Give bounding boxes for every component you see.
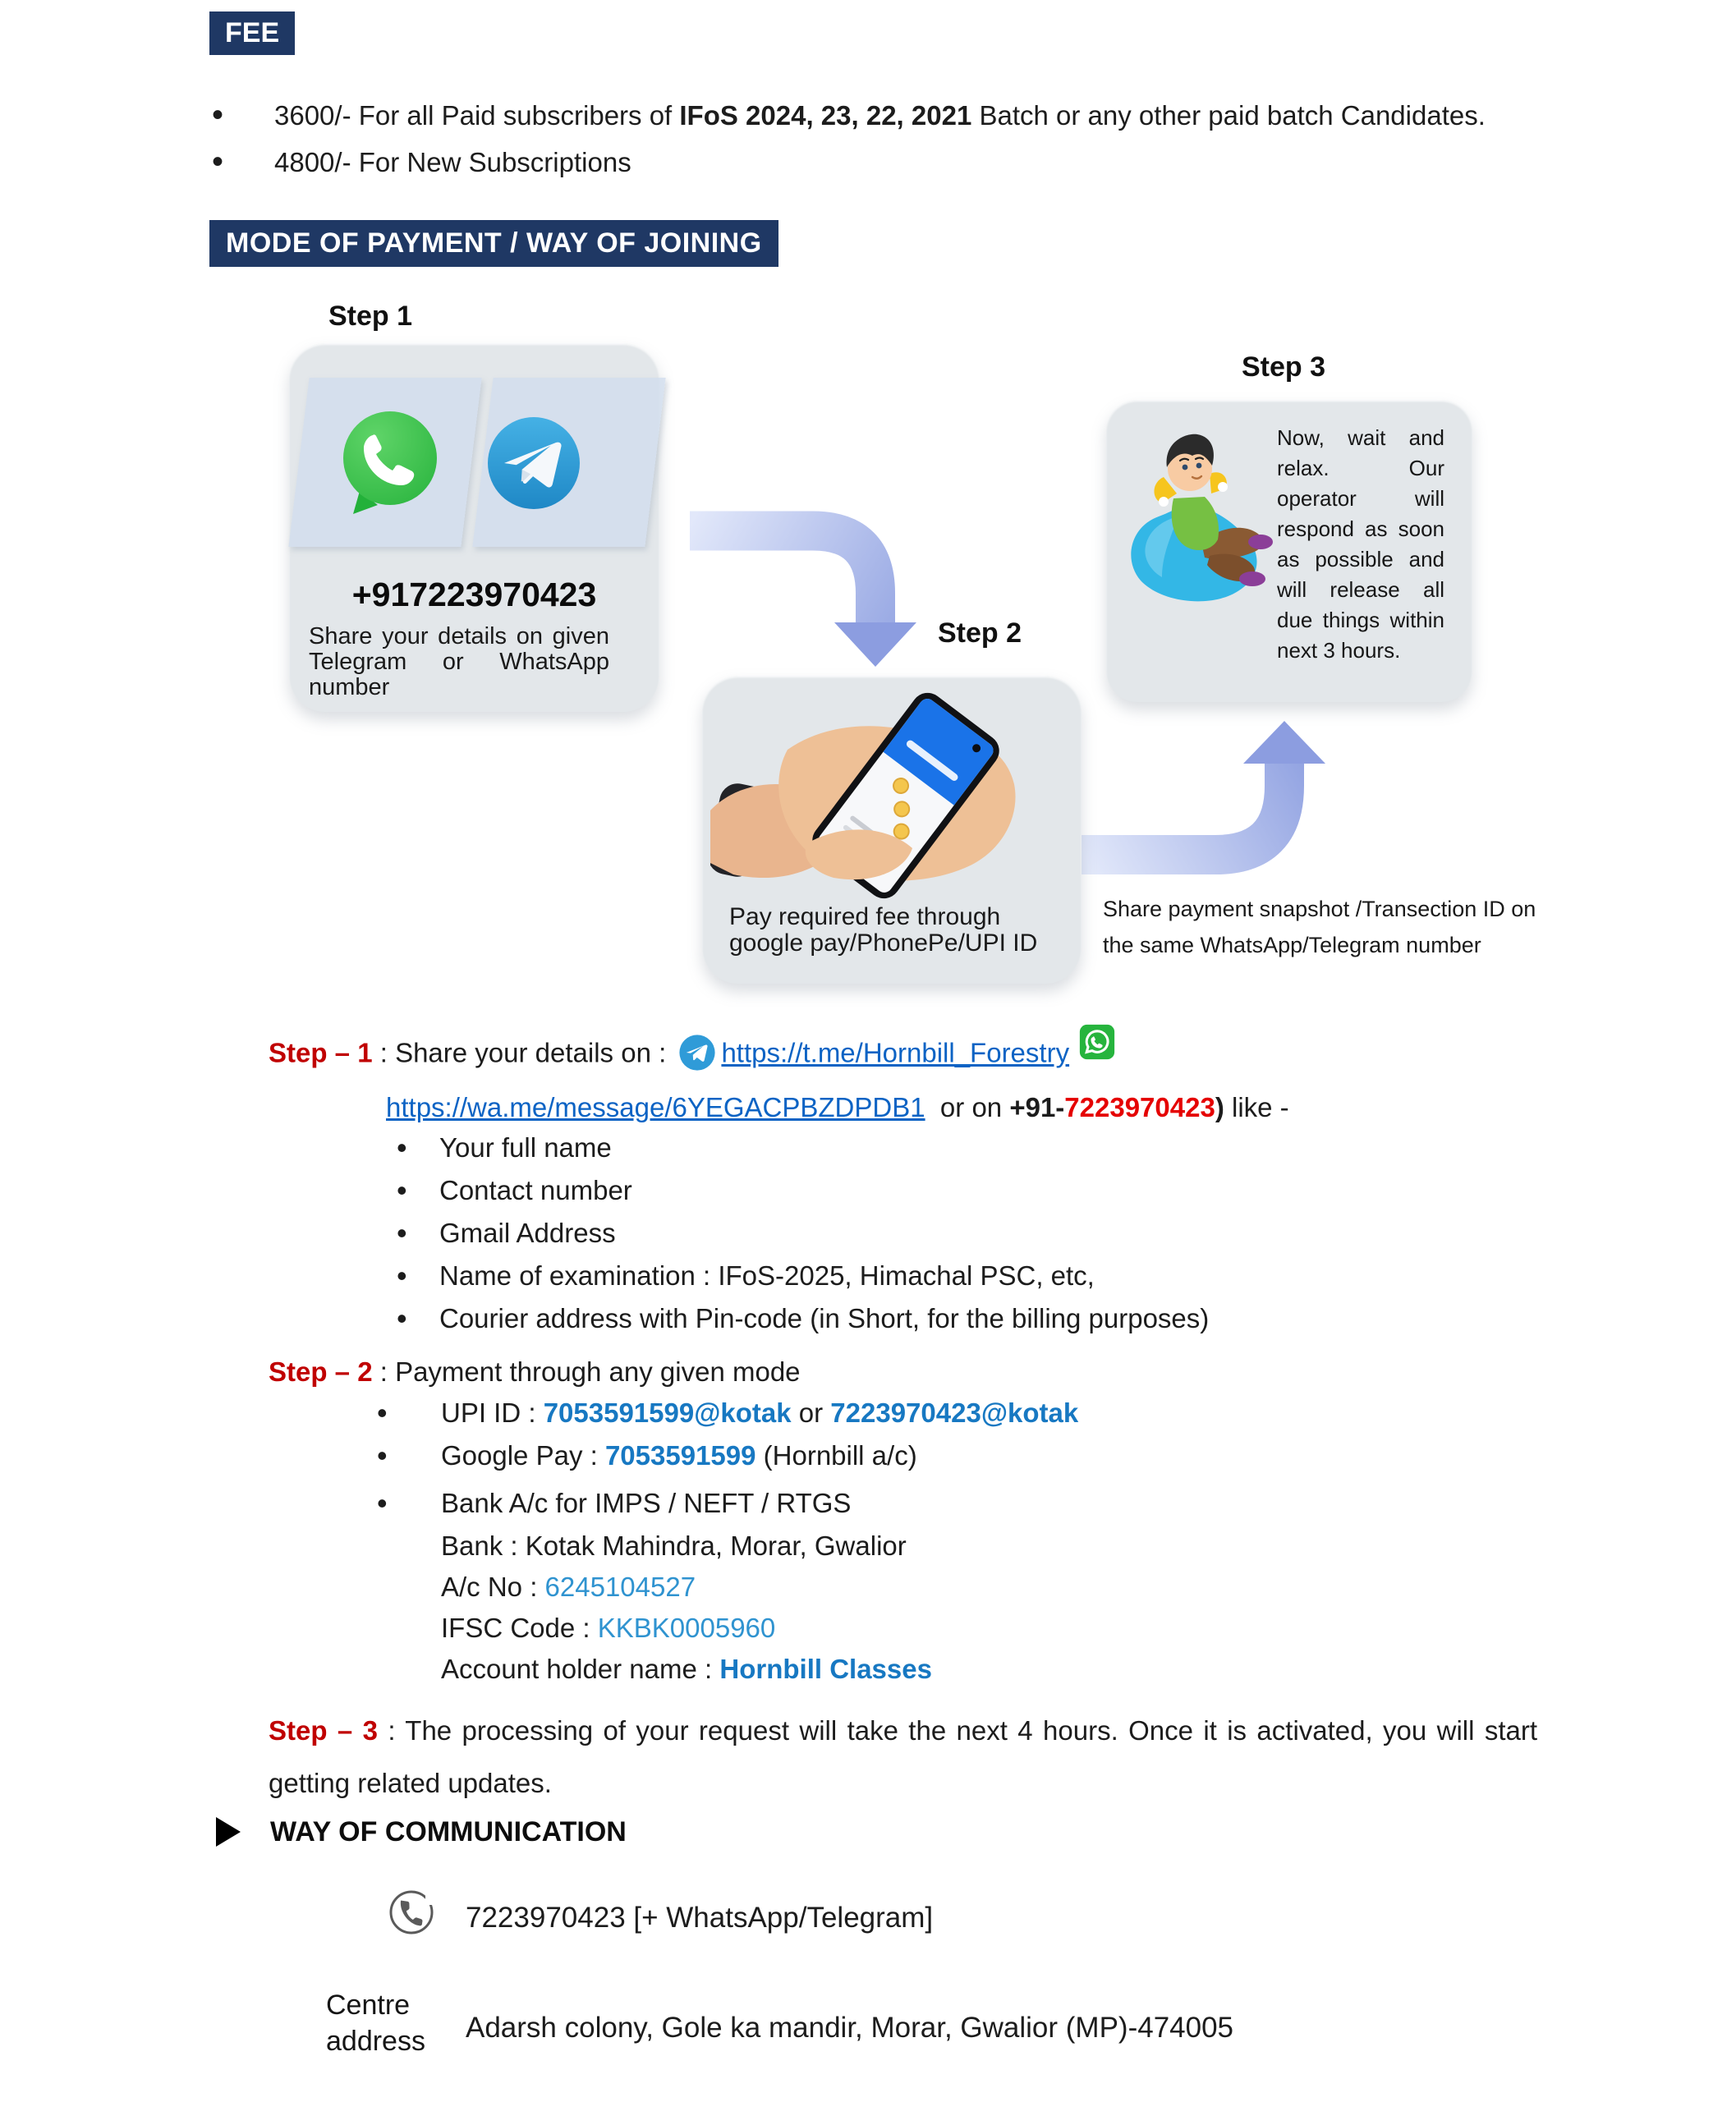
fee-item-paid (212, 92, 1559, 139)
way-of-communication-text: WAY OF COMMUNICATION (270, 1816, 627, 1847)
step3-caption (1136, 423, 1444, 666)
text-wrap-spacer (1136, 423, 1277, 636)
ifsc-line (441, 1613, 775, 1644)
details-list (397, 1127, 1209, 1340)
way-of-communication-heading (216, 1816, 627, 1848)
step2-caption: Pay required fee through google pay/PhonePe/UPI ID (729, 903, 1038, 957)
fee-list (212, 92, 1559, 186)
account-holder-line (441, 1654, 932, 1685)
centre-label-line1: Centre (326, 1990, 411, 2021)
bank-ac-line (441, 1488, 851, 1519)
step2-intro: : Payment through any given mode (372, 1356, 801, 1387)
step2-card (702, 676, 1082, 984)
step1-card (289, 343, 659, 712)
gpay-number: 7053591599 (604, 1440, 756, 1471)
step3-card (1106, 400, 1472, 702)
arrow-step2-to-step3-icon (1068, 706, 1339, 879)
upi-id-1: 7053591599@kotak (543, 1398, 792, 1428)
mode-of-payment-heading: MODE OF PAYMENT / WAY OF JOINING (209, 220, 778, 267)
account-holder-value: Hornbill Classes (719, 1654, 932, 1684)
fee-item-new (212, 139, 1559, 186)
fee-heading: FEE (209, 11, 295, 55)
ifsc-label: IFSC Code : (441, 1613, 598, 1643)
account-number-line (441, 1572, 696, 1603)
ifsc-value: KKBK0005960 (597, 1613, 776, 1643)
step1-diagram-label: Step 1 (328, 301, 413, 332)
fee-item-text: Batch or any other paid batch Candidates. (971, 100, 1486, 131)
step3-text: : The processing of your request will take the next 4 hours. Once it is activated, you will start getting related updates. (269, 1715, 1537, 1798)
fee-item-text: 3600/- For all Paid subscribers of (274, 100, 680, 131)
list-item: • Your full name (397, 1127, 1209, 1169)
step1-label: Step – 1 (269, 1037, 373, 1068)
gpay-suffix: (Hornbill a/c) (755, 1440, 917, 1471)
step3-diagram-label: Step 3 (1242, 351, 1326, 383)
list-item: • Name of examination : IFoS-2025, Himachal PSC, etc, (397, 1255, 1209, 1297)
account-holder-label: Account holder name : (441, 1654, 720, 1684)
upi-or: or (791, 1398, 831, 1428)
step1-paragraph-line2 (386, 1092, 1289, 1123)
whatsapp-link[interactable]: https://wa.me/message/6YEGACPBZDPDB1 (386, 1092, 925, 1122)
arrow-step1-to-step2-icon (669, 491, 932, 676)
step3-label: Step – 3 (269, 1715, 378, 1746)
triangle-bullet-icon (216, 1817, 241, 1847)
whatsapp-icon (1079, 1024, 1115, 1060)
centre-address-label (326, 1987, 425, 2059)
list-item: • Contact number (397, 1169, 1209, 1212)
red-phone-number: 7223970423 (1064, 1092, 1215, 1122)
upi-line (441, 1398, 1078, 1429)
like-text: like - (1224, 1092, 1289, 1122)
or-on-text: or on (925, 1092, 1010, 1122)
fee-item-text: 4800/- For New Subscriptions (274, 147, 631, 177)
bank-name-line (441, 1531, 907, 1562)
bank-ac-text: Bank A/c for IMPS / NEFT / RTGS (441, 1488, 852, 1518)
centre-label-line2: address (326, 2026, 425, 2057)
plus91-text: +91- (1009, 1092, 1065, 1122)
gpay-line (441, 1440, 917, 1471)
account-number-label: A/c No : (441, 1572, 545, 1602)
arrow2-caption-line2: the same WhatsApp/Telegram number (1103, 933, 1481, 957)
step1-intro: : Share your details on : (372, 1037, 674, 1068)
step2-diagram-label: Step 2 (938, 617, 1022, 649)
step2-paragraph (269, 1356, 801, 1388)
communication-phone-number: 7223970423 [+ WhatsApp/Telegram] (466, 1902, 934, 1934)
step3-paragraph (269, 1705, 1537, 1810)
whatsapp-icon (335, 406, 445, 521)
step2-label: Step – 2 (269, 1356, 373, 1387)
arrow2-caption-line1: Share payment snapshot /Transection ID on (1103, 897, 1536, 921)
gpay-label: Google Pay : (441, 1440, 605, 1471)
centre-address-value: Adarsh colony, Gole ka mandir, Morar, Gwalior (MP)-474005 (466, 2012, 1234, 2044)
upi-label: UPI ID : (441, 1398, 544, 1428)
step1-caption: Share your details on given Telegram or WhatsApp number (309, 623, 609, 700)
step1-paragraph-line1 (269, 1036, 1115, 1074)
step3-caption-text: Now, wait and relax. Our operator will respond as soon as possible and will release all due things within next 3 hours. (1277, 425, 1444, 663)
list-item: • Courier address with Pin-code (in Short, for the billing purposes) (397, 1297, 1209, 1340)
account-number-value: 6245104527 (544, 1572, 696, 1602)
paren-text: ) (1215, 1092, 1224, 1122)
telegram-icon (480, 409, 588, 517)
telegram-link[interactable]: https://t.me/Hornbill_Forestry (721, 1037, 1070, 1068)
hand-holding-phone-image (710, 687, 1073, 899)
upi-id-2: 7223970423@kotak (830, 1398, 1079, 1428)
step1-phone-number: +917223970423 (351, 576, 597, 613)
phone-icon (388, 1889, 435, 1936)
fee-item-bold: IFoS 2024, 23, 22, 2021 (679, 100, 972, 131)
telegram-icon (678, 1034, 716, 1072)
bank-name-text: Bank : Kotak Mahindra, Morar, Gwalior (441, 1531, 907, 1561)
list-item: • Gmail Address (397, 1212, 1209, 1255)
